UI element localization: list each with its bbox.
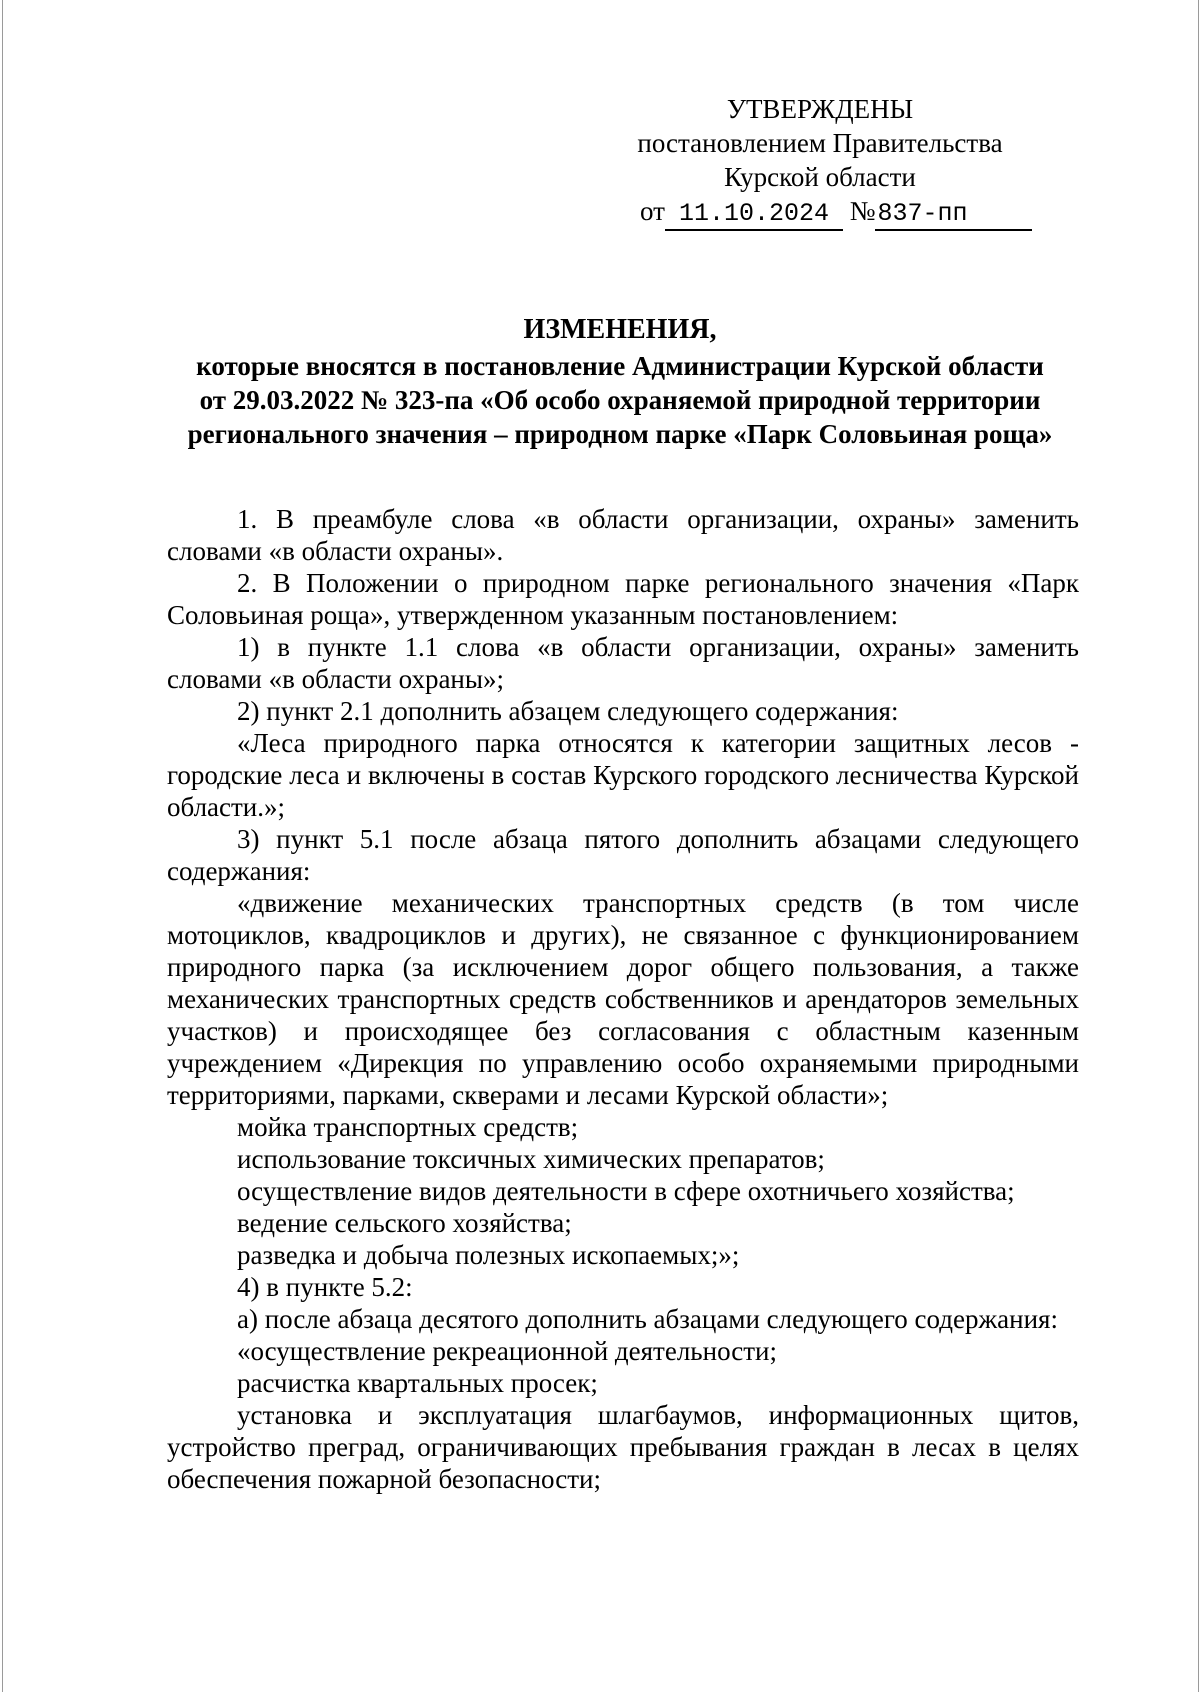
approval-number-sign: № (849, 196, 876, 226)
document-title: ИЗМЕНЕНИЯ, (523, 314, 717, 345)
paragraph-10: осуществление видов деятельности в сфере охотничьего хозяйства; (237, 1176, 1015, 1206)
paragraph-9: использование токсичных химических препаратов; (237, 1144, 825, 1174)
document-body (167, 503, 1079, 1495)
paragraph-15: «осуществление рекреационной деятельности; (237, 1336, 777, 1366)
paragraph-8: мойка транспортных средств; (237, 1112, 579, 1142)
document-subtitle-line-1: которые вносятся в постановление Администрации Курской области (196, 351, 1044, 381)
paragraph-17: установка и эксплуатация шлагбаумов, информационных щитов, устройство преград, ограничивающих пребывания граждан в лесах в целях обеспечения пожарной безопасности; (167, 1400, 1079, 1494)
paragraph-6: 3) пункт 5.1 после абзаца пятого дополнить абзацами следующего содержания: (167, 824, 1079, 886)
approval-number: 837-пп (875, 199, 1032, 231)
scan-right-edge (1198, 0, 1199, 1692)
approval-title: УТВЕРЖДЕНЫ (726, 94, 914, 124)
document-heading (160, 313, 1080, 451)
approval-block (590, 92, 1050, 231)
paragraph-4: 2) пункт 2.1 дополнить абзацем следующего содержания: (237, 696, 899, 726)
paragraph-13: 4) в пункте 5.2: (237, 1272, 413, 1302)
scan-left-edge (2, 0, 3, 1692)
approval-region: Курской области (724, 162, 916, 192)
document-subtitle-line-2: от 29.03.2022 № 323-па «Об особо охраняемой природной территории (199, 385, 1041, 415)
approval-from-label: от (640, 196, 665, 226)
paragraph-1: 1. В преамбуле слова «в области организации, охраны» заменить словами «в области охраны». (167, 504, 1079, 566)
paragraph-16: расчистка квартальных просек; (237, 1368, 598, 1398)
approval-date: 11.10.2024 (665, 199, 843, 231)
paragraph-5: «Леса природного парка относятся к категории защитных лесов - городские леса и включены в состав Курского городского лесничества Курской области.»; (167, 728, 1079, 822)
paragraph-12: разведка и добыча полезных ископаемых;»; (237, 1240, 740, 1270)
paragraph-3: 1) в пункте 1.1 слова «в области организации, охраны» заменить словами «в области охраны»; (167, 632, 1079, 694)
paragraph-2: 2. В Положении о природном парке регионального значения «Парк Соловьиная роща», утвержденном указанным постановлением: (167, 568, 1079, 630)
paragraph-14: а) после абзаца десятого дополнить абзацами следующего содержания: (237, 1304, 1058, 1334)
paragraph-11: ведение сельского хозяйства; (237, 1208, 572, 1238)
document-subtitle-line-3: регионального значения – природном парке «Парк Соловьиная роща» (187, 419, 1053, 449)
paragraph-7: «движение механических транспортных средств (в том числе мотоциклов, квадроциклов и других), не связанное с функционированием природного парка (за исключением дорог общего пользования, а также механических транспортных средств собственников и арендаторов земельных участков) и происходящее без согласования с областным казенным учреждением «Дирекция по управлению особо охраняемыми природными территориями, парками, скверами и лесами Курской области»; (167, 888, 1079, 1110)
approval-date-number-line (590, 194, 1050, 231)
approval-issuer: постановлением Правительства (637, 128, 1003, 158)
